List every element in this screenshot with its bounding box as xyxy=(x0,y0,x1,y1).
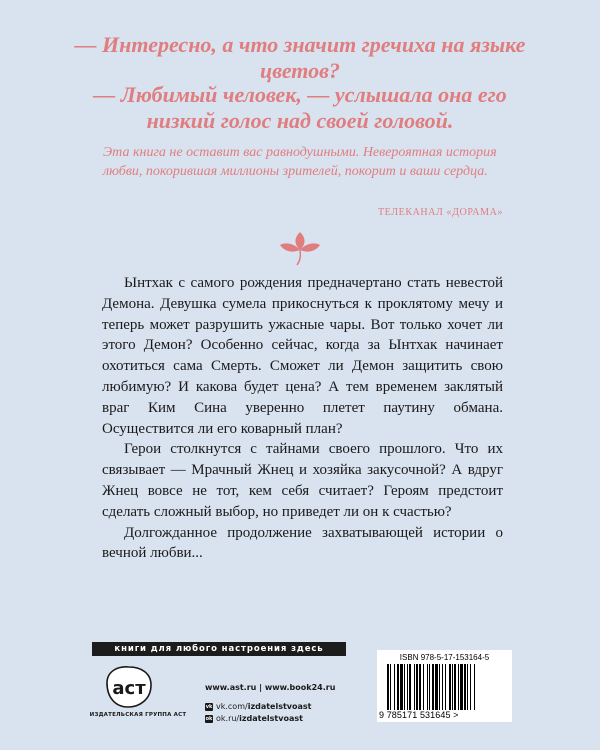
barcode-stripe xyxy=(464,664,466,710)
barcode-number: 9 785171 531645 > xyxy=(379,710,459,720)
review-text: Эта книга не оставит вас равнодушными. Невероятная история любви, покорившая миллионы зрителей, покорит и ваши сердца. xyxy=(103,145,497,179)
barcode-stripe xyxy=(452,664,453,710)
description-paragraph: Ынтхак с самого рождения предначертано стать невестой Демона. Девушка сумела прикоснуться к проклятому мечу и теперь может разрушить ужасные чары. Вот только хочет ли этого Демон? Особенно сейчас, когда за Ынтхак начинает охотиться сама Смерть. Сможет ли Демон защитить свою любимую? И какова будет цена? А тем временем заклятый враг Ким Сина уверенно плетет паутину обмана. Осуществится ли его коварный план? xyxy=(102,275,503,437)
barcode-stripe xyxy=(394,664,395,710)
publisher-contacts xyxy=(205,682,335,725)
barcode-stripe xyxy=(427,664,428,710)
logo-text: аст xyxy=(112,678,146,699)
barcode-stripe xyxy=(404,664,405,710)
quote-line-2: — Любимый человек, — услышала она его низкий голос над своей головой. xyxy=(93,82,507,133)
ast-logo xyxy=(104,663,154,711)
description-paragraph: Герои столкнутся с тайнами своего прошлого. Что их связывает — Мрачный Жнец и хозяйка закусочной? А вдруг Жнец вовсе не тот, кем себя считает? Героям предстоит сделать сложный выбор, но приведет ли он к счастью? xyxy=(102,441,503,520)
barcode-stripe xyxy=(439,664,440,710)
barcode-stripe xyxy=(416,664,418,710)
slogan-banner: книги для любого настроения здесь xyxy=(92,642,346,656)
barcode-stripe xyxy=(423,664,424,710)
barcode-stripe xyxy=(400,664,403,710)
barcode-stripe xyxy=(460,664,463,710)
ok-prefix: ok.ru/ xyxy=(216,714,240,723)
barcode-stripe xyxy=(445,664,446,710)
barcode-stripe xyxy=(407,664,408,710)
barcode-stripe xyxy=(419,664,421,710)
isbn-label: ISBN 978-5-17-153164-5 xyxy=(399,653,490,662)
ok-link[interactable] xyxy=(205,713,335,725)
barcode-box xyxy=(377,650,512,722)
publisher-name: ИЗДАТЕЛЬСКАЯ ГРУППА АСТ xyxy=(89,712,187,718)
quote-line-1: — Интересно, а что значит гречиха на языке цветов? xyxy=(74,32,526,83)
barcode-icon xyxy=(387,664,505,710)
barcode-stripe xyxy=(470,664,471,710)
barcode-stripe xyxy=(414,664,415,710)
leaf-icon xyxy=(278,230,322,266)
barcode-stripe xyxy=(458,664,459,710)
barcode-stripe xyxy=(429,664,430,710)
review-source: ТЕЛЕКАНАЛ «ДОРАМА» xyxy=(377,207,503,218)
barcode-stripe xyxy=(467,664,468,710)
barcode-stripe xyxy=(435,664,438,710)
vk-handle: izdatelstvoast xyxy=(247,702,312,711)
ok-handle: izdatelstvoast xyxy=(239,714,303,723)
book-description xyxy=(102,273,503,564)
vk-prefix: vk.com/ xyxy=(216,702,248,711)
vk-link[interactable] xyxy=(205,701,335,713)
barcode-stripe xyxy=(442,664,443,710)
ok-icon: ok xyxy=(205,716,213,722)
website-links[interactable]: www.ast.ru | www.book24.ru xyxy=(205,683,336,692)
barcode-stripe xyxy=(390,664,391,710)
barcode-stripe xyxy=(454,664,456,710)
barcode-stripe xyxy=(387,664,389,710)
barcode-stripe xyxy=(474,664,475,710)
barcode-stripe xyxy=(449,664,451,710)
vk-icon: vk xyxy=(205,704,213,710)
description-paragraph: Долгожданное продолжение захватывающей истории о вечной любви... xyxy=(102,524,503,562)
barcode-stripe xyxy=(432,664,434,710)
barcode-stripe xyxy=(409,664,411,710)
barcode-stripe xyxy=(397,664,399,710)
